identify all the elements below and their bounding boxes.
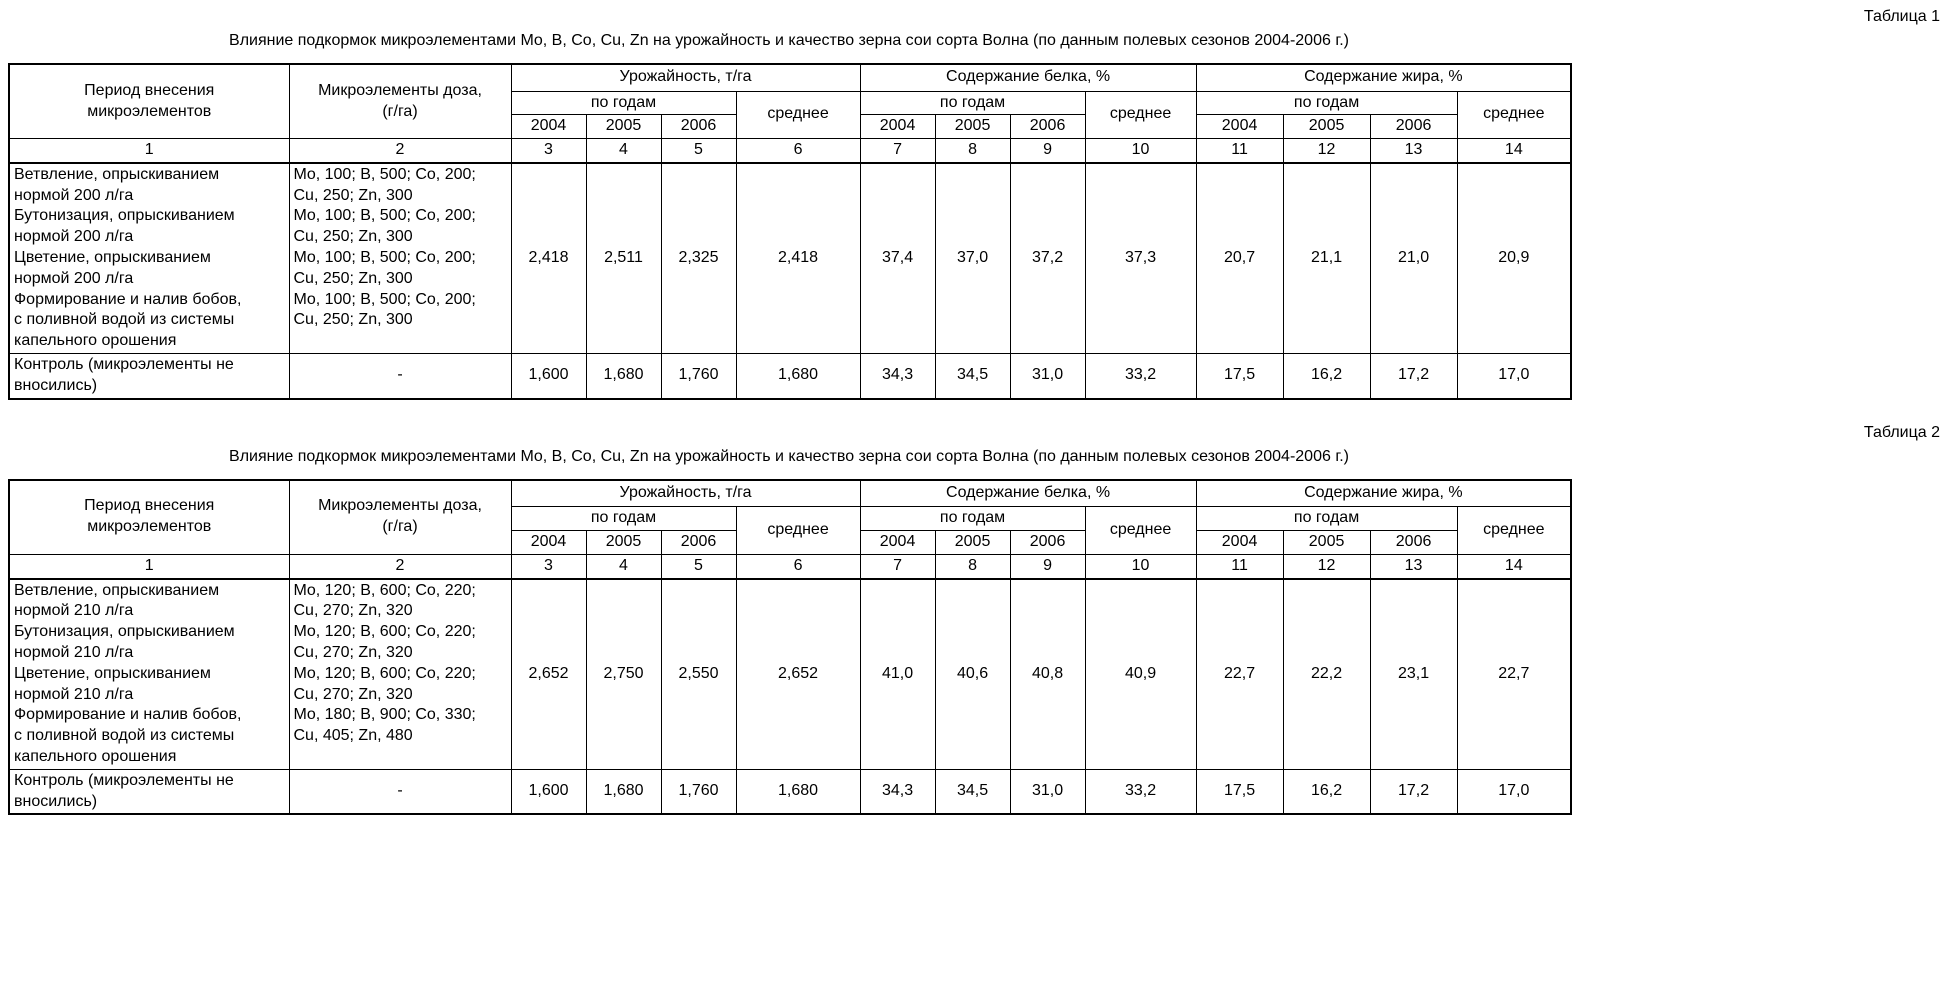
header-year: 2004 xyxy=(511,115,586,139)
value-cell: 1,760 xyxy=(661,769,736,814)
column-number: 6 xyxy=(736,139,860,163)
dose-cell: Mo, 100; B, 500; Co, 200; Cu, 250; Zn, 300 Mo, 100; B, 500; Co, 200; Cu, 250; Zn, 300 Mo, 100; B, 500; Co, 200; Cu, 250; Zn, 300 Mo, 100; B, 500; Co, 200; Cu, 250; Zn, 300 xyxy=(289,163,511,354)
header-by-years: по годам xyxy=(1196,91,1457,115)
column-number: 10 xyxy=(1085,554,1196,578)
column-number: 7 xyxy=(860,139,935,163)
header-year: 2006 xyxy=(1010,115,1085,139)
column-number: 11 xyxy=(1196,139,1283,163)
value-cell: 1,680 xyxy=(586,354,661,399)
table-row-treatment xyxy=(9,579,1571,770)
value-cell: 1,600 xyxy=(511,354,586,399)
table-1-block xyxy=(8,6,1940,400)
column-number: 3 xyxy=(511,139,586,163)
header-year: 2004 xyxy=(1196,530,1283,554)
header-mean: среднее xyxy=(736,507,860,555)
value-cell: 16,2 xyxy=(1283,769,1370,814)
value-cell: 33,2 xyxy=(1085,354,1196,399)
value-cell: 40,9 xyxy=(1085,579,1196,770)
column-number: 10 xyxy=(1085,139,1196,163)
column-number: 2 xyxy=(289,554,511,578)
value-cell: 20,7 xyxy=(1196,163,1283,354)
header-year: 2006 xyxy=(661,115,736,139)
column-number: 9 xyxy=(1010,139,1085,163)
value-cell: 1,600 xyxy=(511,769,586,814)
value-cell: 17,0 xyxy=(1457,354,1571,399)
column-number: 14 xyxy=(1457,554,1571,578)
dose-cell: Mo, 120; B, 600; Co, 220; Cu, 270; Zn, 320 Mo, 120; B, 600; Co, 220; Cu, 270; Zn, 320 Mo, 120; B, 600; Co, 220; Cu, 270; Zn, 320 Mo, 180; B, 900; Co, 330; Cu, 405; Zn, 480 xyxy=(289,579,511,770)
column-number: 4 xyxy=(586,554,661,578)
header-row-groups xyxy=(9,480,1571,507)
value-cell: 17,2 xyxy=(1370,769,1457,814)
header-mean: среднее xyxy=(1085,91,1196,139)
column-number: 12 xyxy=(1283,554,1370,578)
period-cell: Ветвление, опрыскиванием нормой 200 л/га Бутонизация, опрыскиванием нормой 200 л/га Цветение, опрыскиванием нормой 200 л/га Формирование и налив бобов, с поливной водой из системы капельного орошения xyxy=(9,163,289,354)
header-year: 2005 xyxy=(935,115,1010,139)
period-cell: Контроль (микроэлементы не вносились) xyxy=(9,354,289,399)
value-cell: 40,8 xyxy=(1010,579,1085,770)
value-cell: 2,652 xyxy=(736,579,860,770)
value-cell: 21,0 xyxy=(1370,163,1457,354)
column-number: 1 xyxy=(9,139,289,163)
header-mean: среднее xyxy=(736,91,860,139)
header-year: 2004 xyxy=(511,530,586,554)
header-mean: среднее xyxy=(1457,91,1571,139)
table-row-control xyxy=(9,354,1571,399)
value-cell: 20,9 xyxy=(1457,163,1571,354)
value-cell: 2,418 xyxy=(511,163,586,354)
column-number: 11 xyxy=(1196,554,1283,578)
header-group-yield: Урожайность, т/га xyxy=(511,64,860,91)
header-dose-col: Микроэлементы доза, (г/га) xyxy=(289,64,511,139)
column-number: 1 xyxy=(9,554,289,578)
column-number: 2 xyxy=(289,139,511,163)
value-cell: 1,760 xyxy=(661,354,736,399)
value-cell: 2,750 xyxy=(586,579,661,770)
column-number: 6 xyxy=(736,554,860,578)
table-2-block xyxy=(8,422,1940,816)
value-cell: 17,2 xyxy=(1370,354,1457,399)
value-cell: 31,0 xyxy=(1010,769,1085,814)
header-mean: среднее xyxy=(1457,507,1571,555)
value-cell: 17,5 xyxy=(1196,354,1283,399)
value-cell: 22,2 xyxy=(1283,579,1370,770)
value-cell: 16,2 xyxy=(1283,354,1370,399)
dose-cell: - xyxy=(289,769,511,814)
table-row-treatment xyxy=(9,163,1571,354)
column-number: 4 xyxy=(586,139,661,163)
table-row-control xyxy=(9,769,1571,814)
header-group-protein: Содержание белка, % xyxy=(860,480,1196,507)
column-number: 8 xyxy=(935,139,1010,163)
dose-cell: - xyxy=(289,354,511,399)
column-number: 7 xyxy=(860,554,935,578)
value-cell: 2,511 xyxy=(586,163,661,354)
column-number: 14 xyxy=(1457,139,1571,163)
header-by-years: по годам xyxy=(860,91,1085,115)
table-2-caption: Таблица 2 xyxy=(1863,423,1940,441)
period-cell: Контроль (микроэлементы не вносились) xyxy=(9,769,289,814)
table-1-title: Влияние подкормок микроэлементами Mo, B, Co, Cu, Zn на урожайность и качество зерна сои сорта Волна (по данным полевых сезонов 2004-2006 г.) xyxy=(229,32,1349,49)
header-dose-col: Микроэлементы доза, (г/га) xyxy=(289,480,511,555)
value-cell: 1,680 xyxy=(586,769,661,814)
value-cell: 17,5 xyxy=(1196,769,1283,814)
table-2-title: Влияние подкормок микроэлементами Mo, B, Co, Cu, Zn на урожайность и качество зерна сои сорта Волна (по данным полевых сезонов 2004-2006 г.) xyxy=(229,447,1349,465)
results-table-1 xyxy=(8,63,1572,400)
header-row-column-numbers xyxy=(9,554,1571,578)
value-cell: 2,652 xyxy=(511,579,586,770)
column-number: 5 xyxy=(661,139,736,163)
header-group-fat: Содержание жира, % xyxy=(1196,64,1571,91)
value-cell: 34,5 xyxy=(935,769,1010,814)
column-number: 9 xyxy=(1010,554,1085,578)
value-cell: 31,0 xyxy=(1010,354,1085,399)
column-number: 5 xyxy=(661,554,736,578)
header-period-col: Период внесения микроэлементов xyxy=(9,64,289,139)
header-year: 2005 xyxy=(1283,115,1370,139)
header-year: 2004 xyxy=(1196,115,1283,139)
value-cell: 41,0 xyxy=(860,579,935,770)
header-year: 2005 xyxy=(586,530,661,554)
header-year: 2004 xyxy=(860,530,935,554)
value-cell: 37,3 xyxy=(1085,163,1196,354)
header-year: 2006 xyxy=(1370,530,1457,554)
table-1-caption: Таблица 1 xyxy=(1863,8,1940,25)
header-by-years: по годам xyxy=(511,91,736,115)
value-cell: 22,7 xyxy=(1457,579,1571,770)
value-cell: 1,680 xyxy=(736,769,860,814)
value-cell: 1,680 xyxy=(736,354,860,399)
header-by-years: по годам xyxy=(860,507,1085,531)
value-cell: 34,3 xyxy=(860,769,935,814)
column-number: 13 xyxy=(1370,139,1457,163)
header-row-column-numbers xyxy=(9,139,1571,163)
header-group-yield: Урожайность, т/га xyxy=(511,480,860,507)
header-group-fat: Содержание жира, % xyxy=(1196,480,1571,507)
value-cell: 2,550 xyxy=(661,579,736,770)
header-year: 2005 xyxy=(935,530,1010,554)
value-cell: 33,2 xyxy=(1085,769,1196,814)
header-year: 2004 xyxy=(860,115,935,139)
value-cell: 2,325 xyxy=(661,163,736,354)
value-cell: 21,1 xyxy=(1283,163,1370,354)
header-year: 2005 xyxy=(586,115,661,139)
header-by-years: по годам xyxy=(1196,507,1457,531)
value-cell: 22,7 xyxy=(1196,579,1283,770)
value-cell: 2,418 xyxy=(736,163,860,354)
column-number: 13 xyxy=(1370,554,1457,578)
header-year: 2006 xyxy=(661,530,736,554)
header-group-protein: Содержание белка, % xyxy=(860,64,1196,91)
value-cell: 23,1 xyxy=(1370,579,1457,770)
header-by-years: по годам xyxy=(511,507,736,531)
header-row-groups xyxy=(9,64,1571,91)
header-period-col: Период внесения микроэлементов xyxy=(9,480,289,555)
period-cell: Ветвление, опрыскиванием нормой 210 л/га Бутонизация, опрыскиванием нормой 210 л/га Цветение, опрыскиванием нормой 210 л/га Формирование и налив бобов, с поливной водой из системы капельного орошения xyxy=(9,579,289,770)
header-year: 2006 xyxy=(1370,115,1457,139)
value-cell: 37,2 xyxy=(1010,163,1085,354)
value-cell: 40,6 xyxy=(935,579,1010,770)
value-cell: 17,0 xyxy=(1457,769,1571,814)
header-year: 2005 xyxy=(1283,530,1370,554)
header-mean: среднее xyxy=(1085,507,1196,555)
column-number: 3 xyxy=(511,554,586,578)
value-cell: 34,3 xyxy=(860,354,935,399)
column-number: 8 xyxy=(935,554,1010,578)
value-cell: 34,5 xyxy=(935,354,1010,399)
header-year: 2006 xyxy=(1010,530,1085,554)
value-cell: 37,0 xyxy=(935,163,1010,354)
results-table-2 xyxy=(8,479,1572,816)
column-number: 12 xyxy=(1283,139,1370,163)
value-cell: 37,4 xyxy=(860,163,935,354)
